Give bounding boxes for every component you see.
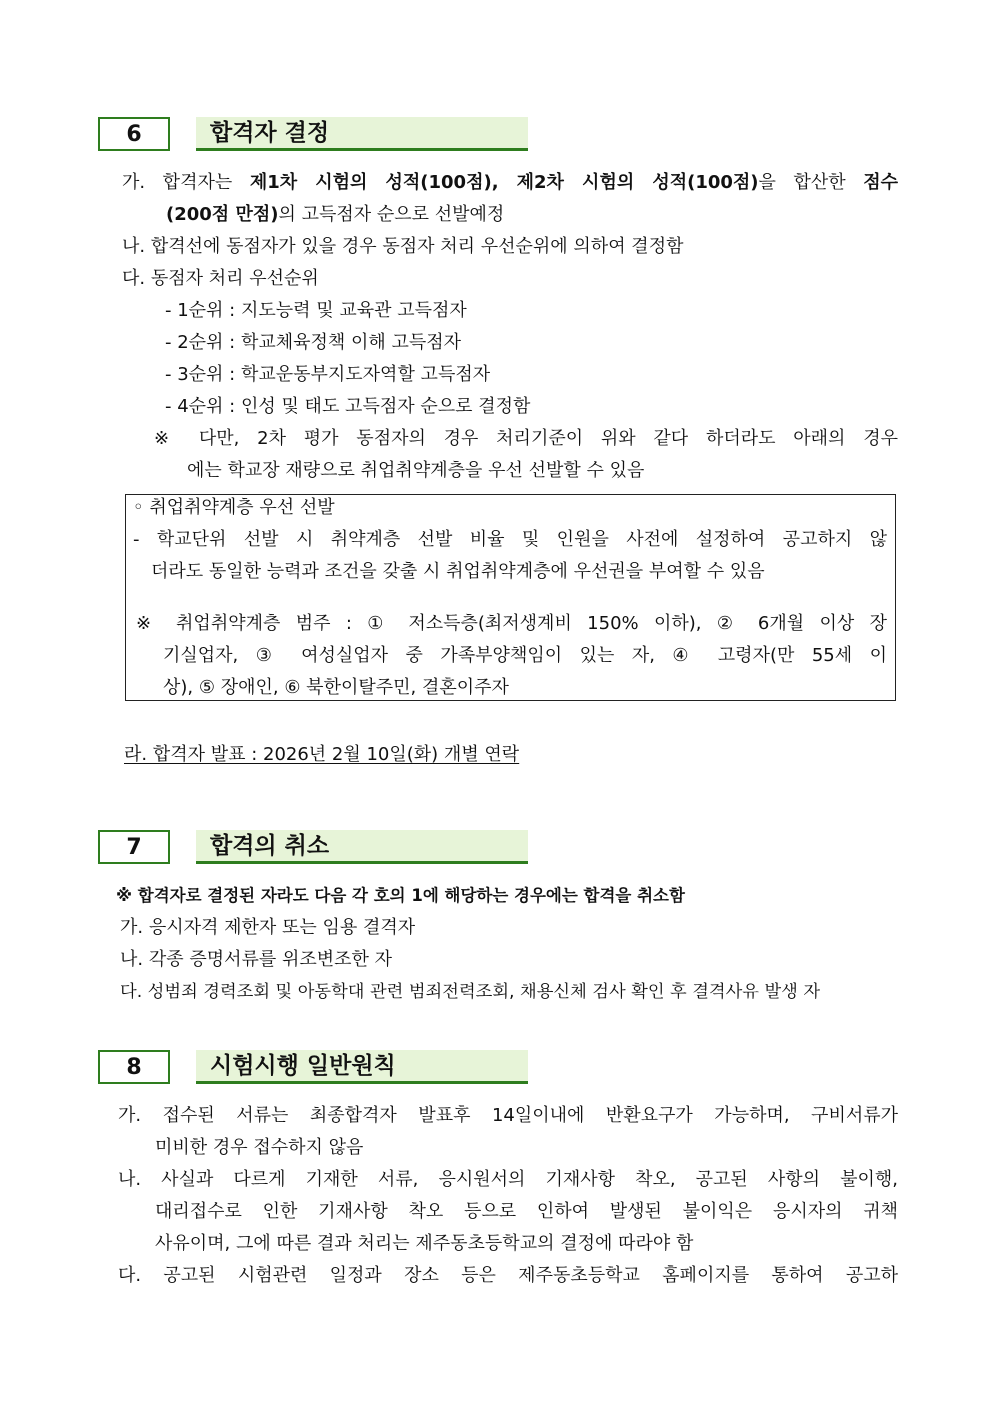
rank-4: - 4순위 : 인성 및 태도 고득점자 순으로 결정함 bbox=[165, 396, 531, 417]
cancel-item-da: 다. 성범죄 경력조회 및 아동학대 관련 범죄전력조회, 채용신체 검사 확인 후 결격사유 발생 자 bbox=[120, 982, 821, 1002]
rule-ga-line1: 가. 접수된 서류는 최종합격자 발표후 14일이내에 반환요구가 가능하며, 구비서류가 bbox=[118, 1105, 898, 1126]
note-line2: 에는 학교장 재량으로 취업취약계층을 우선 선발할 수 있음 bbox=[187, 460, 645, 481]
cancel-item-na: 나. 각종 증명서류를 위조변조한 자 bbox=[120, 949, 393, 970]
item-ra-announcement: 라. 합격자 발표 : 2026년 2월 10일(화) 개별 연락 bbox=[124, 744, 520, 765]
section-number: 6 bbox=[98, 117, 170, 151]
rank-1: - 1순위 : 지도능력 및 교육관 고득점자 bbox=[165, 300, 467, 321]
item-ga-line2: (200점 만점)의 고득점자 순으로 선발예정 bbox=[166, 204, 505, 225]
item-da: 다. 동점자 처리 우선순위 bbox=[122, 268, 319, 289]
item-na: 나. 합격선에 동점자가 있을 경우 동점자 처리 우선순위에 의하여 결정함 bbox=[122, 236, 684, 257]
vulnerable-priority-box bbox=[125, 494, 896, 701]
rank-3: - 3순위 : 학교운동부지도자역할 고득점자 bbox=[165, 364, 491, 385]
box-line2: 더라도 동일한 능력과 조건을 갖출 시 취업취약계층에 우선권을 부여할 수 있음 bbox=[151, 561, 765, 582]
rule-na-line1: 나. 사실과 다르게 기재한 서류, 응시원서의 기재사항 착오, 공고된 사항의 불이행, bbox=[118, 1169, 898, 1190]
cancel-item-ga: 가. 응시자격 제한자 또는 임용 결격자 bbox=[120, 917, 416, 938]
box-line3: ※ 취업취약계층 범주 : ① 저소득층(최저생계비 150% 이하), ② 6개월 이상 장 bbox=[136, 613, 887, 634]
section-title: 시험시행 일반원칙 bbox=[196, 1050, 528, 1084]
rule-na-line3: 사유이며, 그에 따른 결과 처리는 제주동초등학교의 결정에 따라야 함 bbox=[155, 1233, 694, 1254]
section-6-header bbox=[98, 117, 530, 155]
section-8-header bbox=[98, 1050, 530, 1088]
section-number: 8 bbox=[98, 1050, 170, 1084]
box-line5: 상), ⑤ 장애인, ⑥ 북한이탈주민, 결혼이주자 bbox=[163, 677, 509, 698]
rule-ga-line2: 미비한 경우 접수하지 않음 bbox=[155, 1137, 364, 1158]
section-title: 합격자 결정 bbox=[196, 117, 528, 151]
box-title: ◦ 취업취약계층 우선 선발 bbox=[133, 497, 335, 518]
rank-2: - 2순위 : 학교체육정책 이해 고득점자 bbox=[165, 332, 462, 353]
section-number: 7 bbox=[98, 830, 170, 864]
rule-da-line1: 다. 공고된 시험관련 일정과 장소 등은 제주동초등학교 홈페이지를 통하여 공고하 bbox=[118, 1265, 898, 1286]
cancel-notice: ※ 합격자로 결정된 자라도 다음 각 호의 1에 해당하는 경우에는 합격을 취소함 bbox=[116, 886, 685, 905]
rule-na-line2: 대리접수로 인한 기재사항 착오 등으로 인하여 발생된 불이익은 응시자의 귀책 bbox=[155, 1201, 898, 1222]
section-7-header bbox=[98, 830, 530, 868]
note-line1: ※ 다만, 2차 평가 동점자의 경우 처리기준이 위와 같다 하더라도 아래의 경우 bbox=[154, 428, 898, 449]
item-ga-line1: 가. 합격자는 제1차 시험의 성적(100점), 제2차 시험의 성적(100점)을 합산한 점수 bbox=[122, 172, 899, 193]
box-line4: 기실업자, ③ 여성실업자 중 가족부양책임이 있는 자, ④ 고령자(만 55세 이 bbox=[163, 645, 887, 666]
box-line1: - 학교단위 선발 시 취약계층 선발 비율 및 인원을 사전에 설정하여 공고하지 않 bbox=[133, 529, 887, 550]
section-title: 합격의 취소 bbox=[196, 830, 528, 864]
